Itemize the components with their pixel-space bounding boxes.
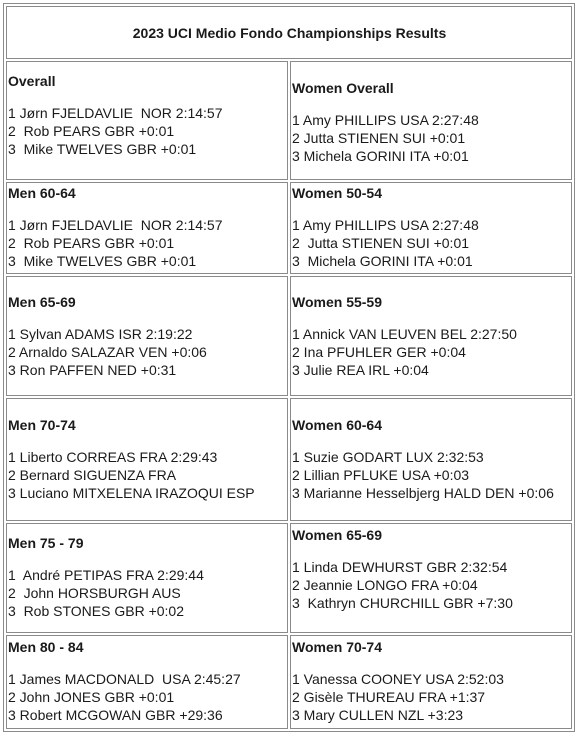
table-row	[6, 635, 572, 729]
table-row	[6, 61, 572, 180]
result-line: 2 Jutta STIENEN SUI +0:01	[292, 235, 470, 251]
category-cell	[6, 276, 288, 396]
result-line: 1 Jørn FJELDAVLIE NOR 2:14:57	[8, 105, 223, 121]
category-cell	[6, 398, 288, 521]
result-line: 3 Kathryn CHURCHILL GBR +7:30	[292, 595, 513, 611]
category-heading: Men 65-69	[8, 294, 76, 310]
category-cell	[6, 61, 288, 180]
category-cell	[290, 635, 572, 729]
category-cell	[290, 182, 572, 274]
result-line: 3 Mike TWELVES GBR +0:01	[8, 141, 197, 157]
category-heading: Men 75 - 79	[8, 535, 84, 551]
result-line: 1 Sylvan ADAMS ISR 2:19:22	[8, 326, 193, 342]
results-table	[3, 3, 575, 732]
category-heading: Women Overall	[292, 80, 394, 96]
result-line: 1 James MACDONALD USA 2:45:27	[8, 671, 241, 687]
result-line: 1 Suzie GODART LUX 2:32:53	[292, 449, 484, 465]
category-heading: Men 60-64	[8, 185, 76, 201]
table-title: 2023 UCI Medio Fondo Championships Results	[6, 6, 572, 59]
result-line: 1 Jørn FJELDAVLIE NOR 2:14:57	[8, 217, 223, 233]
category-heading: Women 50-54	[292, 185, 382, 201]
result-line: 3 Robert MCGOWAN GBR +29:36	[8, 707, 223, 723]
result-line: 3 Mike TWELVES GBR +0:01	[8, 253, 197, 269]
category-cell	[290, 523, 572, 633]
result-line: 3 Mary CULLEN NZL +3:23	[292, 707, 464, 723]
result-line: 2 Arnaldo SALAZAR VEN +0:06	[8, 344, 207, 360]
result-line: 3 Julie REA IRL +0:04	[292, 362, 429, 378]
result-line: 3 Rob STONES GBR +0:02	[8, 603, 184, 619]
result-line: 1 Linda DEWHURST GBR 2:32:54	[292, 559, 508, 575]
result-line: 2 Jeannie LONGO FRA +0:04	[292, 577, 478, 593]
result-line: 3 Marianne Hesselbjerg HALD DEN +0:06	[292, 485, 554, 501]
result-line: 3 Ron PAFFEN NED +0:31	[8, 362, 177, 378]
category-heading: Men 80 - 84	[8, 639, 84, 655]
result-line: 3 Luciano MITXELENA IRAZOQUI ESP	[8, 485, 255, 501]
result-line: 2 Ina PFUHLER GER +0:04	[292, 344, 466, 360]
category-heading: Women 60-64	[292, 417, 382, 433]
category-heading: Overall	[8, 73, 56, 89]
result-line: 2 John JONES GBR +0:01	[8, 689, 175, 705]
category-cell	[6, 523, 288, 633]
result-line: 2 Gisèle THUREAU FRA +1:37	[292, 689, 486, 705]
result-line: 1 Amy PHILLIPS USA 2:27:48	[292, 217, 479, 233]
table-row	[6, 182, 572, 274]
result-line: 2 Rob PEARS GBR +0:01	[8, 235, 175, 251]
category-heading: Women 70-74	[292, 639, 382, 655]
result-line: 1 Annick VAN LEUVEN BEL 2:27:50	[292, 326, 517, 342]
result-line: 2 John HORSBURGH AUS	[8, 585, 181, 601]
category-cell	[6, 182, 288, 274]
result-line: 1 Vanessa COONEY USA 2:52:03	[292, 671, 504, 687]
result-line: 1 André PETIPAS FRA 2:29:44	[8, 567, 204, 583]
result-line: 2 Lillian PFLUKE USA +0:03	[292, 467, 470, 483]
result-line: 1 Amy PHILLIPS USA 2:27:48	[292, 112, 479, 128]
category-cell	[290, 276, 572, 396]
result-line: 3 Michela GORINI ITA +0:01	[292, 253, 473, 269]
result-line: 2 Jutta STIENEN SUI +0:01	[292, 130, 466, 146]
category-cell	[290, 398, 572, 521]
table-row	[6, 398, 572, 521]
result-line: 2 Rob PEARS GBR +0:01	[8, 123, 175, 139]
category-cell	[6, 635, 288, 729]
category-heading: Women 65-69	[292, 527, 382, 543]
category-heading: Women 55-59	[292, 294, 382, 310]
title-row	[6, 6, 572, 59]
category-cell	[290, 61, 572, 180]
table-row	[6, 523, 572, 633]
result-line: 1 Liberto CORREAS FRA 2:29:43	[8, 449, 218, 465]
result-line: 3 Michela GORINI ITA +0:01	[292, 148, 469, 164]
table-row	[6, 276, 572, 396]
category-heading: Men 70-74	[8, 417, 76, 433]
result-line: 2 Bernard SIGUENZA FRA	[8, 467, 177, 483]
